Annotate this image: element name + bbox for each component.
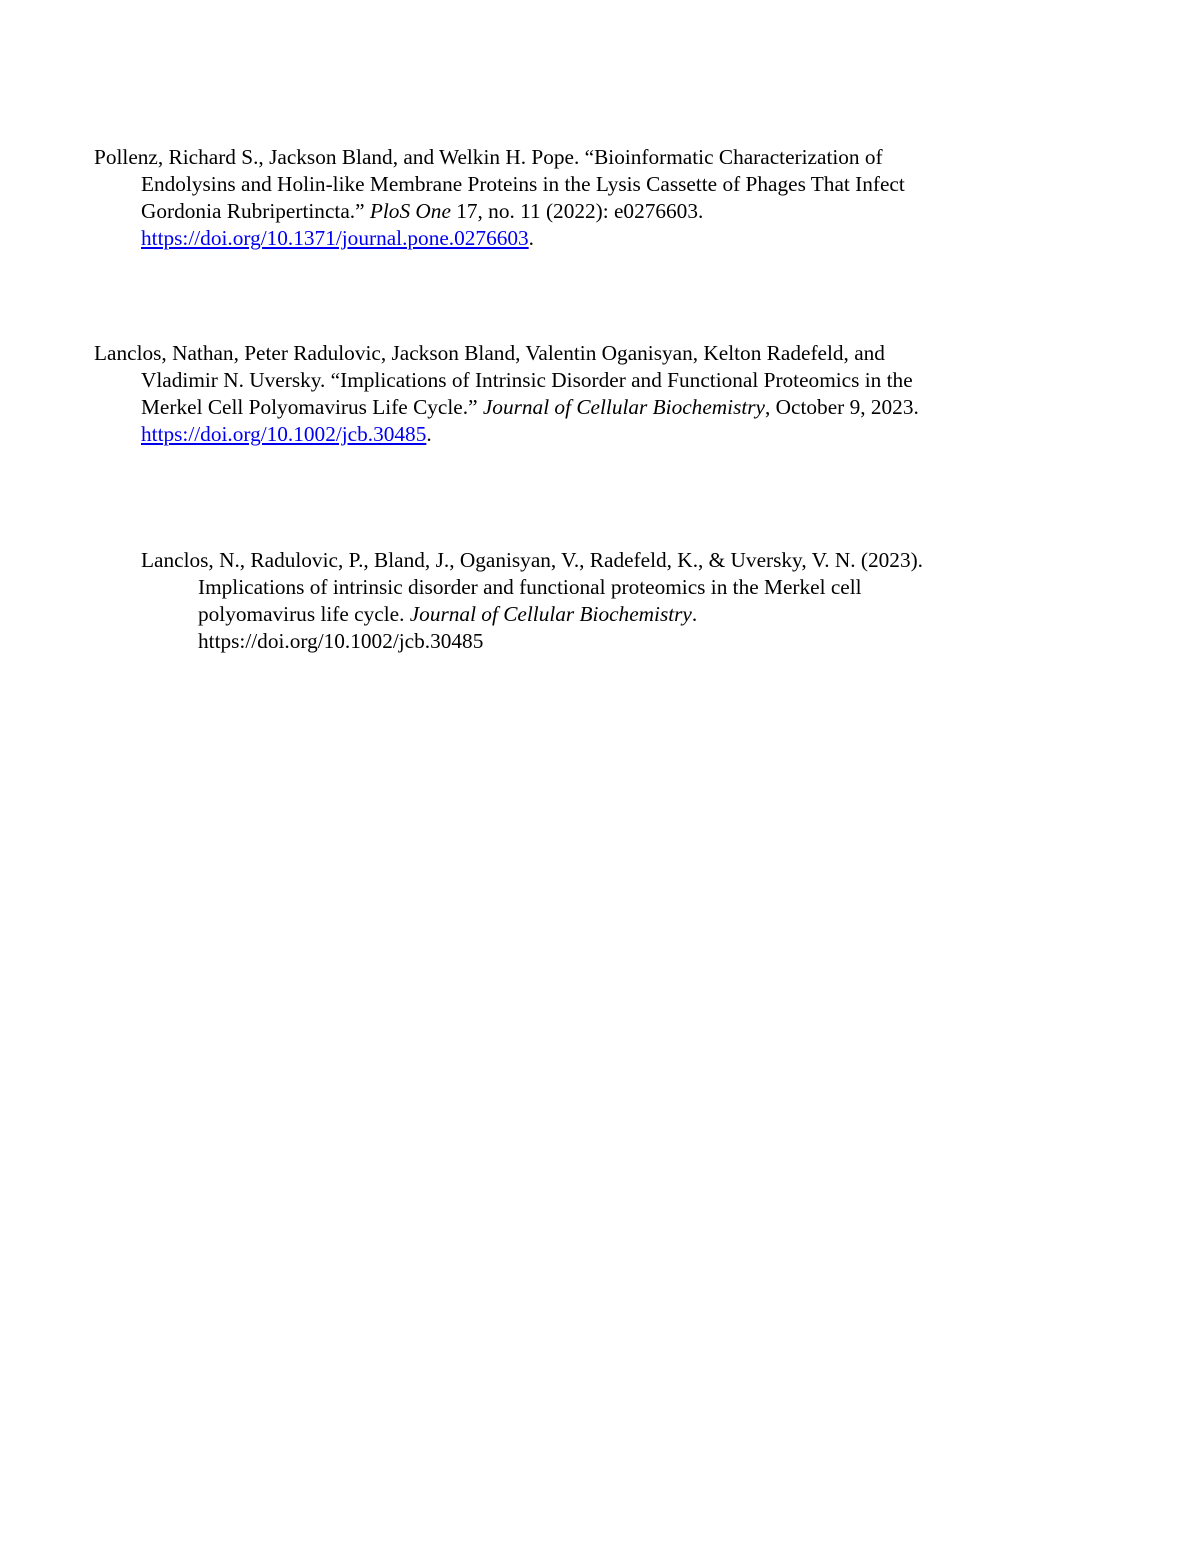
reference-text: , October 9, 2023.: [765, 395, 919, 419]
journal-title: PloS One: [369, 199, 451, 223]
journal-title: Journal of Cellular Biochemistry: [409, 602, 692, 626]
journal-title: Journal of Cellular Biochemistry: [482, 395, 766, 419]
reference-line: Pollenz, Richard S., Jackson Bland, and Welkin H. Pope. “Bioinformatic Characterization of: [94, 145, 883, 169]
reference-apa-lanclos: [141, 547, 923, 655]
reference-line: Implications of intrinsic disorder and functional proteomics in the Merkel cell: [198, 575, 862, 599]
reference-line: [141, 601, 923, 628]
reference-text: polyomavirus life cycle.: [198, 602, 410, 626]
reference-chicago-pollenz: [94, 144, 905, 252]
reference-line: [94, 394, 919, 421]
reference-line: [94, 225, 905, 252]
reference-text: 17, no. 11 (2022): e0276603.: [450, 199, 704, 223]
reference-line: Endolysins and Holin-like Membrane Proteins in the Lysis Cassette of Phages That Infect: [141, 172, 905, 196]
reference-line: Vladimir N. Uversky. “Implications of Intrinsic Disorder and Functional Proteomics in the: [141, 368, 913, 392]
reference-text: Gordonia Rubripertincta.”: [141, 199, 370, 223]
reference-text: .: [426, 422, 432, 446]
reference-line: Lanclos, Nathan, Peter Radulovic, Jackson Bland, Valentin Oganisyan, Kelton Radefeld, and: [94, 341, 885, 365]
doi-link[interactable]: https://doi.org/10.1002/jcb.30485: [141, 422, 427, 446]
reference-line: [94, 198, 905, 225]
doi-link[interactable]: https://doi.org/10.1371/journal.pone.0276603: [141, 226, 529, 250]
reference-text: .: [691, 602, 698, 626]
doi-text: https://doi.org/10.1002/jcb.30485: [198, 629, 484, 653]
reference-line: Lanclos, N., Radulovic, P., Bland, J., Oganisyan, V., Radefeld, K., & Uversky, V. N. (2023).: [141, 548, 924, 572]
reference-text: .: [528, 226, 534, 250]
reference-chicago-lanclos: [94, 340, 919, 448]
reference-line: [94, 421, 919, 448]
reference-text: Merkel Cell Polyomavirus Life Cycle.”: [141, 395, 483, 419]
